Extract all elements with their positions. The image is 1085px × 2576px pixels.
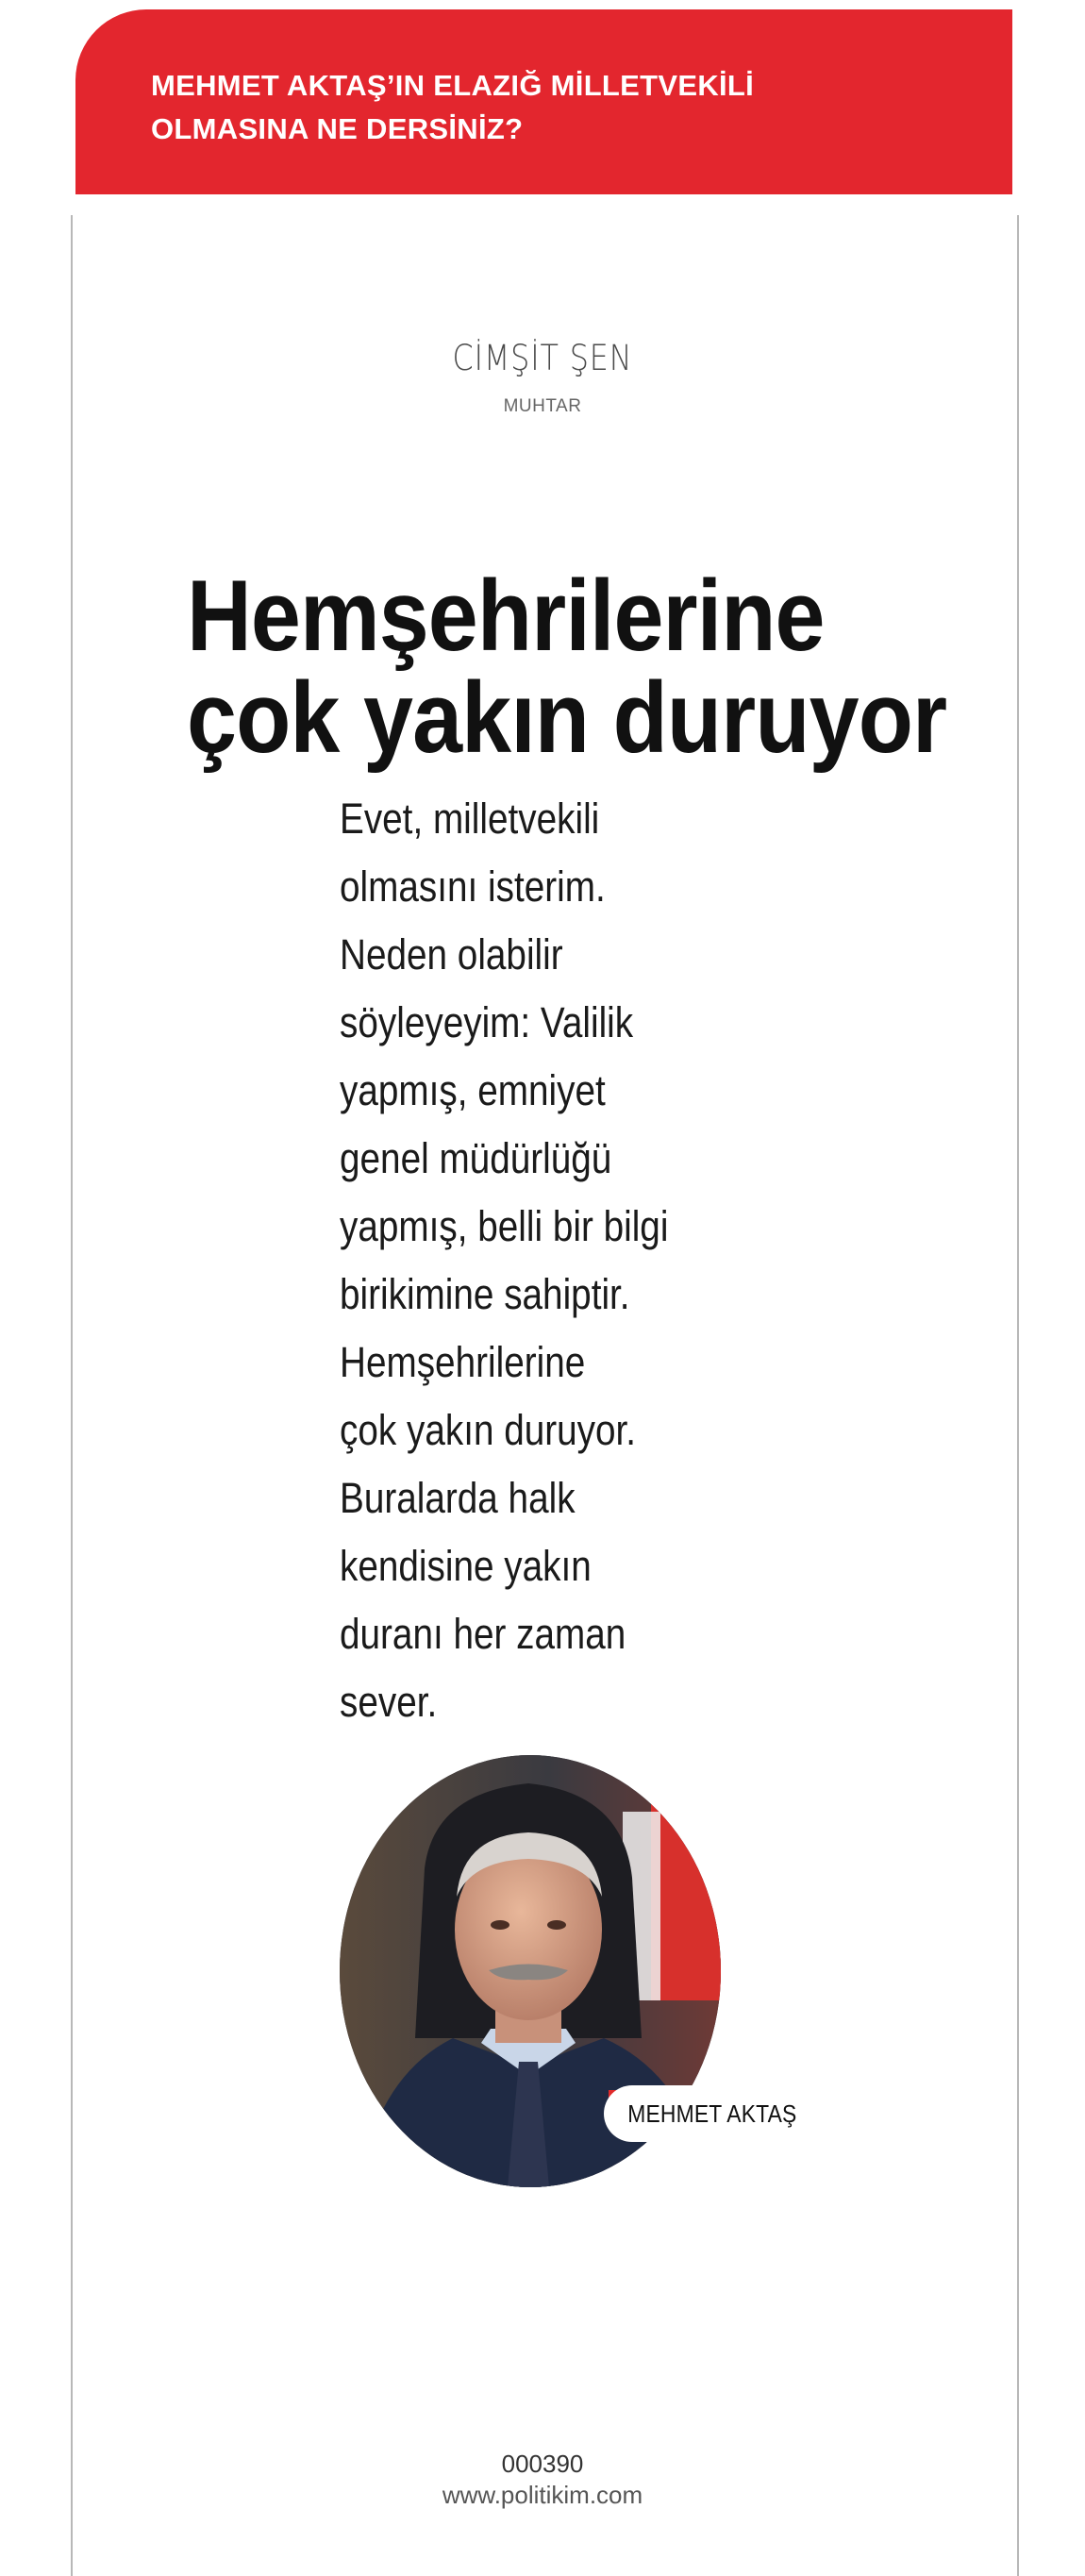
photo-caption: [604, 2085, 821, 2142]
left-border-line: [71, 215, 73, 2576]
quote-line: yapmış, emniyet: [340, 1066, 606, 1114]
headline-line-2: çok yakın duruyor: [187, 661, 947, 774]
quote-line: yapmış, belli bir bilgi: [340, 1202, 669, 1250]
photo-caption-text: MEHMET AKTAŞ: [627, 2099, 797, 2128]
quote-line: Neden olabilir: [340, 930, 563, 979]
author-role: MUHTAR: [503, 396, 582, 416]
quote-line: Hemşehrilerine: [340, 1338, 586, 1386]
footer-website-link[interactable]: www.politikim.com: [442, 2481, 643, 2509]
quote-line: duranı her zaman: [340, 1610, 626, 1658]
banner-line-2: OLMASINA NE DERSİNİZ?: [151, 112, 524, 145]
quote-line: birikimine sahiptir.: [340, 1270, 630, 1318]
quote-body: [340, 785, 680, 1736]
headline: [187, 559, 947, 774]
banner-line-1: MEHMET AKTAŞ’IN ELAZIĞ MİLLETVEKİLİ: [151, 69, 755, 102]
quote-line: olmasını isterim.: [340, 862, 606, 911]
quote-line: kendisine yakın: [340, 1542, 592, 1590]
headline-line-1: Hemşehrilerine: [187, 559, 825, 672]
quote-line: söyleyeyim: Valilik: [340, 998, 634, 1046]
author-name: CİMŞİT ŞEN: [452, 338, 633, 378]
footer-code: 000390: [501, 2450, 584, 2478]
quote-line: genel müdürlüğü: [340, 1134, 612, 1182]
quote-line: Evet, milletvekili: [340, 795, 600, 843]
quote-line: çok yakın duruyor.: [340, 1406, 637, 1454]
right-border-line: [1017, 215, 1019, 2576]
quote-line: sever.: [340, 1678, 438, 1726]
quote-line: Buralarda halk: [340, 1474, 576, 1522]
question-banner: [75, 9, 1012, 194]
